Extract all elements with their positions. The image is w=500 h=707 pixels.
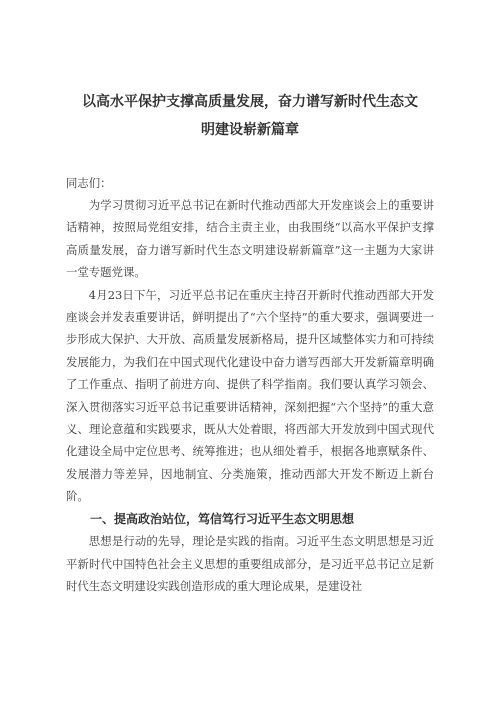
salutation: 同志们： — [66, 176, 112, 190]
section-heading-1: 一、提高政治站位，笃信笃行习近平生态文明思想 — [90, 511, 355, 526]
paragraph-intro: 为学习贯彻习近平总书记在新时代推动西部大开发座谈会上的重要讲话精神，按照局党组安排，结合主责主业，由我围绕“以高水平保护支撑高质量发展，奋力谱写新时代生态文明建设崭新篇章”这一主题为大家讲一堂专题党课。 — [66, 198, 434, 280]
document-title-line-1: 以高水平保护支撑高质量发展，奋力谱写新时代生态文 — [82, 94, 418, 110]
paragraph-main: 4月23日下午，习近平总书记在重庆主持召开新时代推动西部大开发座谈会并发表重要讲话，鲜明提出了“六个坚持”的重大要求，强调要进一步形成大保护、大开放、高质量发展新格局，提升区域整体实力和可持续发展能力，为我们在中国式现代化建设中奋力谱写西部大开发新篇章明确了工作重点、指明了前进方向、提供了科学指南。我们要认真学习领会、深入贯彻落实习近平总书记重要讲话精神，深刻把握“六个坚持”的重大意义、理论意蕴和实践要求，既从大处着眼，将西部大开发放到中国式现代化建设全局中定位思考、统筹推进；也从细处着手，根据各地禀赋条件、发展潜力等差异，因地制宜、分类施策，推动西部大开发不断迈上新台阶。 — [66, 287, 434, 504]
document-title-line-2: 明建设崭新篇章 — [201, 122, 299, 138]
paragraph-section-1: 思想是行动的先导，理论是实践的指南。习近平生态文明思想是习近平新时代中国特色社会主义思想的重要组成部分，是习近平总书记立足新时代生态文明建设实践创造形成的重大理论成果，是建设社 — [66, 534, 434, 593]
